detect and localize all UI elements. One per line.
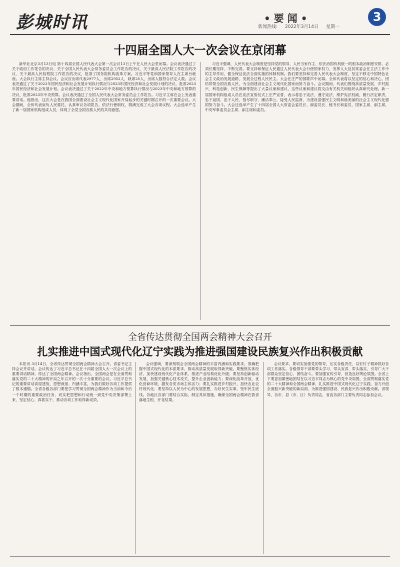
masthead bbox=[10, 6, 390, 34]
story1-column-left bbox=[12, 62, 196, 320]
story2-text-right: 会议要求，要切实加强党的领导，压实各级责任，以钉钉子精神抓好各项工作落实。各级领导干部要带头学习、带头宣讲、带头落实，引导广大干部群众坚定信心、团结奋斗。要加强宣传引导，营造良好舆论氛围。全省上下要更加紧密地团结在以习近平同志为核心的党中央周围，全面贯彻落实党的二十大精神和全国两会精神，扎实推进中国式现代化辽宁实践，奋力开创全面振兴新突破的新局面，为推进强国建设、民族复兴作出积极贡献。省领导，各市、县（市、区）负责同志，省直各部门主要负责同志参加会议。 bbox=[267, 362, 389, 397]
newspaper-logo: 彭城时讯 bbox=[16, 13, 88, 33]
story2-text-mid: 会议强调，要深刻领会全国两会精神的丰富内涵和实践要求，准确把握中国式现代化的本质要求，推动高质量发展取得新突破。要聚焦实体经济，加快建设现代化产业体系，推进产业结构优化升级；要坚持创新驱动发展，加强关键核心技术攻关，提升企业创新能力；要深化改革开放，优化营商环境，激发各类市场主体活力；要扎实推进乡村振兴，加快农业农村现代化；要坚持以人民为中心的发展思想，办好民生实事，兜牢民生底线。各地区各部门要结合实际，制定具体措施，确保全国两会精神在我省落地生根、开花结果。 bbox=[139, 362, 259, 402]
column-divider bbox=[263, 362, 264, 554]
story1-text-left: 新华社北京3月13日电 第十四届全国人民代表大会第一次会议13日上午在人民大会堂闭幕。会议表决通过了关于政府工作报告的决议、关于全国人民代表大会常务委员会工作报告的决议、关于最高人民法院工作报告的决议、关于最高人民检察院工作报告的决议，批准了国务院机构改革方案。习近平等党和国家领导人在主席台就座。大会执行主席主持会议。会议应出席代表2977人，出席2952人，缺席25人，出席人数符合法定人数。会议表决通过了关于2022年国民经济和社会发展计划执行情况与2023年国民经济和社会发展计划的决议，批准2023年国民经济和社会发展计划。会议表决通过了关于2022年中央和地方预算执行情况与2023年中央和地方预算的决议，批准2023年中央预算。会议表决通过了全国人民代表大会常务委员会工作报告。习近平主席在会上发表重要讲话。他指出，这次大会是在我国全面建设社会主义现代化国家开局起步的关键时期召开的一次重要会议。大会期间，全体代表肩负人民重托，认真审议各项报告，依法行使职权，圆满完成了大会各项议程。大会选举产生了新一届国家机构组成人员，体现了全党全国各族人民的共同意愿。 bbox=[12, 62, 196, 112]
story2-column-left bbox=[12, 362, 132, 554]
story2-column-right bbox=[267, 362, 389, 554]
story2-column-mid bbox=[139, 362, 259, 554]
meta-weekday: 星期一 bbox=[325, 25, 340, 30]
masthead-meta bbox=[258, 24, 345, 30]
footer-rule bbox=[10, 556, 390, 557]
column-divider bbox=[200, 62, 201, 320]
kicker-headline: 全省传达贯彻全国两会精神大会召开 bbox=[127, 333, 272, 343]
masthead-rule bbox=[10, 34, 390, 35]
headline-main: 十四届全国人大一次会议在京闭幕 bbox=[113, 43, 287, 57]
story1-text-right: 习近平强调，人民代表大会制度是坚持党的领导、人民当家作主、依法治国有机统一的根本政治制度安排，必须长期坚持、不断完善。要支持和保证人民通过人民代表大会行使国家权力，发挥人大及其常委会在立法工作中的主导作用，健全保证宪法全面实施的体制机制。我们要坚持和完善人民代表大会制度，坚定不移走中国特色社会主义政治发展道路，发展全过程人民民主。大会在庄严的国歌声中闭幕。全体代表将以坚定的信心和决心，团结带领全国各族人民，为全面建设社会主义现代化国家而努力奋斗。会议期间，代表们围绕高质量发展、乡村振兴、科技创新、民生保障等提出了大量议案和建议，这些议案和建议将交由有关机关和组织认真研究处理。新一届国家机构组成人员在宪法宣誓仪式上庄严宣誓，表示将忠于宪法、遵守宪法、维护宪法权威，履行法定职责，忠于祖国、忠于人民、恪尽职守、廉洁奉公，接受人民监督，为建设富强民主文明和谐美丽的社会主义现代化强国努力奋斗。大会还选举产生了十四届全国人大常委会委员长、副委员长、秘书长和委员，国家主席、副主席，中央军事委员会主席、副主席和委员。 bbox=[205, 62, 389, 112]
meta-date: 2022年3月14日 bbox=[284, 25, 319, 30]
story2-text-left: 本报讯 3月14日，全省传达贯彻全国两会精神大会召开。省委书记主持会议并讲话。会议传达了习近平总书记在十四届全国人大一次会议上的重要讲话精神，传达了全国两会精神。会议指出，全国两会是在全面贯彻落实党的二十大精神的开局之年召开的一次十分重要的会议。习近平总书记的重要讲话高屋建瓴、思想深邃、内涵丰富，为我们做好各项工作提供了根本遵循。全省各级各部门要把学习贯彻全国两会精神作为当前和今后一个时期的重要政治任务，切实把思想和行动统一到党中央决策部署上来，坚定信心、真抓实干，推动各项工作取得新成效。 bbox=[12, 362, 132, 402]
column-divider bbox=[135, 362, 136, 554]
meta-hotline: 新闻热线: bbox=[258, 25, 278, 30]
headline-secondary: 扎实推进中国式现代化辽宁实践为推进强国建设民族复兴作出积极贡献 bbox=[37, 346, 363, 358]
section-label: • 要 闻 • bbox=[264, 14, 308, 25]
story1-column-right bbox=[205, 62, 389, 320]
section-divider bbox=[10, 325, 390, 326]
page-number-badge: 3 bbox=[368, 8, 386, 26]
